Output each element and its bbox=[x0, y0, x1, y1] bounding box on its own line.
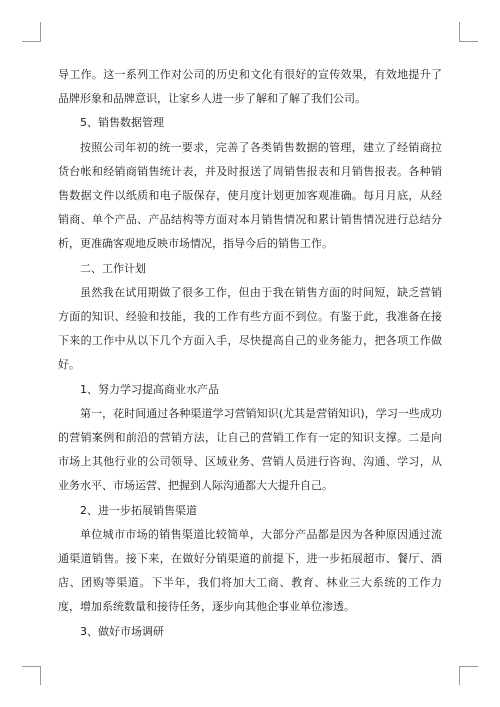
heading-study-improve: 1、努力学习提高商业水产品 bbox=[80, 382, 219, 396]
corner-mark-top-right-horizontal bbox=[459, 41, 478, 42]
corner-mark-top-right-vertical bbox=[459, 22, 460, 41]
paragraph-sales-data: 按照公司年初的统一要求，完善了各类销售数据的管理，建立了经销商拉货台帐和经销商销售统计表，并及时报送了周销售报表和月销售报表。各种销售数据文件以纸质和电子版保存，使月度计划更加客观准确。每月月底，从经销商、单个产品、产品结构等方面对本月销售情况和累计销售情况进行总结分析，更准确客观地反映市场情况，指导今后的销售工作。 bbox=[58, 140, 442, 251]
corner-mark-bottom-left-horizontal bbox=[22, 666, 41, 667]
corner-mark-bottom-right-vertical bbox=[459, 666, 460, 685]
paragraph-expand-channels: 单位城市市场的销售渠道比较简单，大部分产品都是因为各种原因通过流通渠道销售。接下来，在做好分销渠道的前提下，进一步拓展超市、餐厅、酒店、团购等渠道。下半年，我们将加大工商、教育、林业三大系统的工作力度，增加系统数量和接待任务，逐步向其他企事业单位渗透。 bbox=[58, 527, 442, 614]
paragraph-work-plan-intro: 虽然我在试用期做了很多工作，但由于我在销售方面的时间短，缺乏营销方面的知识、经验和技能，我的工作有些方面不到位。有鉴于此，我准备在接下来的工作中从以下几个方面入手，尽快提高自己的业务能力，把各项工作做好。 bbox=[58, 285, 442, 372]
corner-mark-top-left-horizontal bbox=[22, 41, 41, 42]
heading-expand-channels: 2、进一步拓展销售渠道 bbox=[80, 503, 197, 517]
heading-sales-data-management: 5、销售数据管理 bbox=[80, 116, 164, 130]
corner-mark-bottom-left-vertical bbox=[40, 666, 41, 685]
corner-mark-bottom-right-horizontal bbox=[459, 666, 478, 667]
paragraph-brand-promotion: 导工作。这一系列工作对公司的历史和文化有很好的宣传效果，有效地提升了品牌形象和品牌意识，让家乡人进一步了解和了解了我们公司。 bbox=[58, 68, 442, 106]
document-body bbox=[58, 63, 442, 644]
corner-mark-top-left-vertical bbox=[40, 22, 41, 41]
heading-work-plan: 二、工作计划 bbox=[80, 261, 146, 275]
paragraph-study-improve: 第一，花时间通过各种渠道学习营销知识(尤其是营销知识)，学习一些成功的营销案例和前沿的营销方法，让自己的营销工作有一定的知识支撑。二是向市场上其他行业的公司领导、区域业务、营销人员进行咨询、沟通、学习，从业务水平、市场运营、把握到人际沟通都大大提升自己。 bbox=[58, 406, 442, 493]
heading-market-research: 3、做好市场调研 bbox=[80, 624, 164, 638]
